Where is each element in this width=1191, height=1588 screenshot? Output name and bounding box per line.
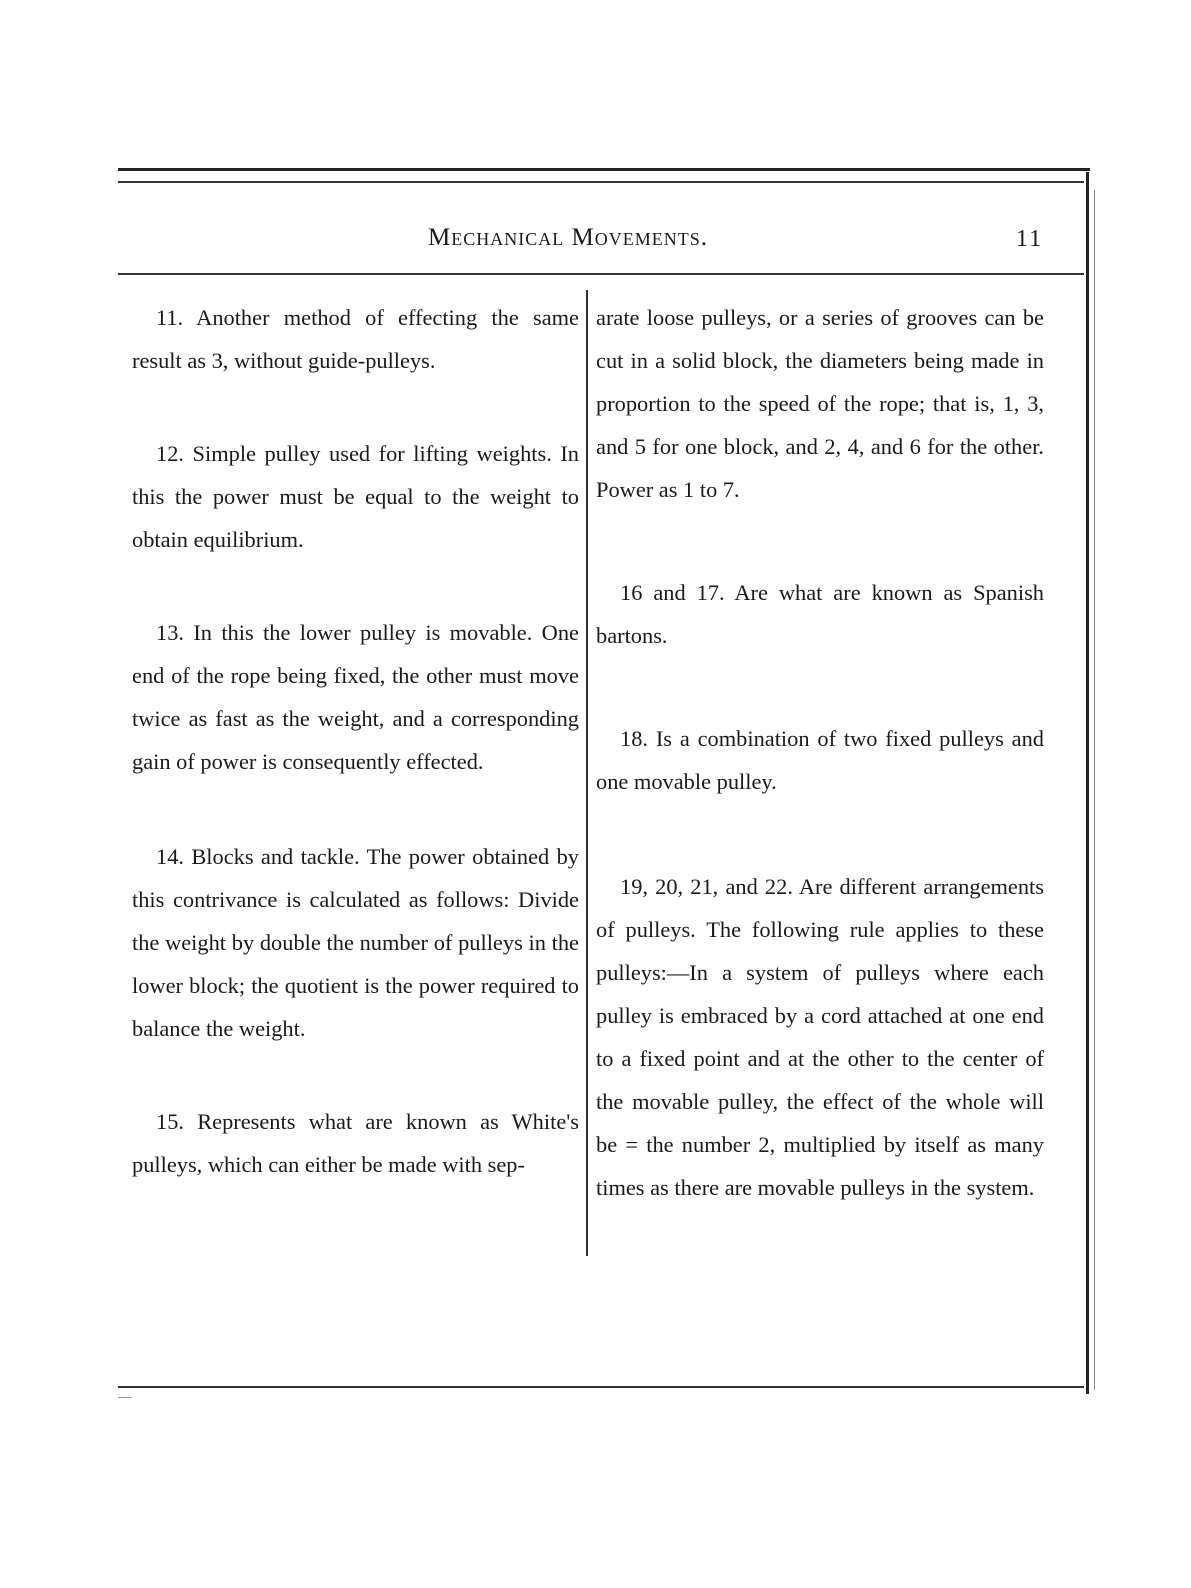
paragraph-13: 13. In this the lower pulley is movable. One end of the rope being fixed, the other must move twice as fast as the weight, and a corresponding gain of power is consequently effected. bbox=[132, 620, 579, 774]
running-head bbox=[0, 224, 1191, 260]
paragraph-12: 12. Simple pulley used for lifting weights. In this the power must be equal to the weight to obtain equilibrium. bbox=[132, 441, 579, 552]
paragraph-16-17: 16 and 17. Are what are known as Spanish bartons. bbox=[596, 580, 1044, 648]
paragraph-18: 18. Is a combination of two fixed pulleys and one movable pulley. bbox=[596, 726, 1044, 794]
paragraph-14: 14. Blocks and tackle. The power obtained by this contrivance is calculated as follows: Divide the weight by double the number of pulleys in the lower block; the quotient is the power required to balance the weight. bbox=[132, 844, 579, 1041]
paragraph-11: 11. Another method of effecting the same result as 3, without guide-pulleys. bbox=[132, 305, 579, 373]
top-border-rule bbox=[118, 168, 1090, 171]
paragraph-19-22: 19, 20, 21, and 22. Are different arrangements of pulleys. The following rule applies to these pulleys:—In a system of pulleys where each pulley is embraced by a cord attached at one end to a fixed point and at the other to the center of the movable pulley, the effect of the whole will be = the number 2, multiplied by itself as many times as there are movable pulleys in the system. bbox=[596, 874, 1044, 1200]
header-rule bbox=[118, 273, 1084, 275]
page-number: 11 bbox=[1016, 226, 1044, 252]
page-title: Mechanical Movements. bbox=[428, 224, 708, 251]
left-column bbox=[132, 296, 579, 1186]
bottom-border-rule bbox=[118, 1386, 1084, 1388]
right-column bbox=[596, 296, 1044, 1209]
right-border-rule-outer bbox=[1094, 190, 1095, 1390]
paragraph-15: 15. Represents what are known as White's pulleys, which can either be made with sep- bbox=[132, 1109, 579, 1177]
column-divider bbox=[586, 290, 588, 1256]
right-border-rule bbox=[1086, 172, 1089, 1394]
top-border-rule-inner bbox=[118, 181, 1084, 183]
bottom-tick-mark bbox=[118, 1397, 132, 1398]
paragraph-15-continued: arate loose pulleys, or a series of grooves can be cut in a solid block, the diameters being made in proportion to the speed of the rope; that is, 1, 3, and 5 for one block, and 2, 4, and 6 for the other. Power as 1 to 7. bbox=[596, 305, 1044, 502]
